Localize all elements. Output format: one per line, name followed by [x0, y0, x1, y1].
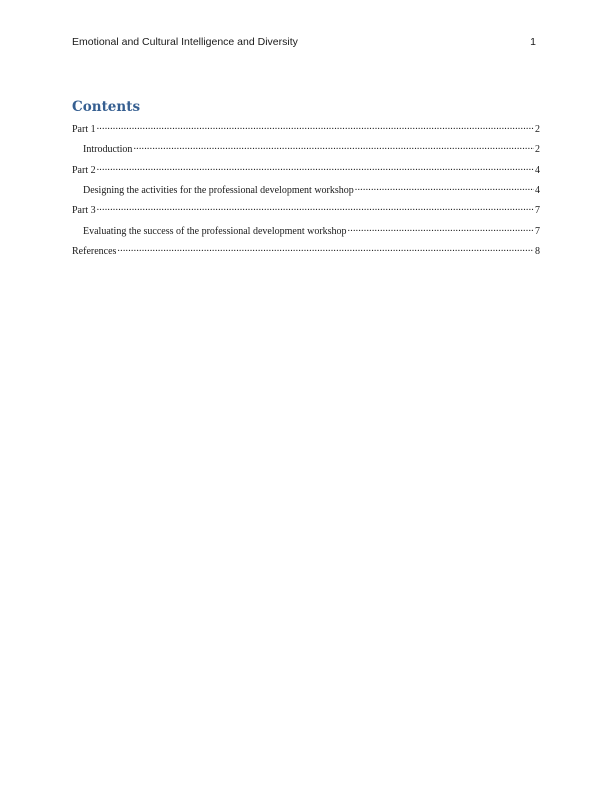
- toc-entry-introduction[interactable]: [72, 140, 540, 153]
- toc-entry-part-2[interactable]: [72, 161, 540, 174]
- toc-entry-label: Designing the activities for the professional development workshop: [83, 185, 354, 196]
- toc-entry-label: References: [72, 246, 117, 257]
- toc-dot-leader: [97, 120, 534, 132]
- toc-entry-designing-activities[interactable]: [72, 181, 540, 194]
- toc-dot-leader: [97, 161, 534, 173]
- toc-entry-page: 7: [535, 226, 540, 237]
- toc-entry-page: 8: [535, 246, 540, 257]
- toc-dot-leader: [348, 222, 534, 234]
- toc-dot-leader: [117, 242, 534, 254]
- toc-dot-leader: [97, 201, 534, 213]
- toc-entry-label: Introduction: [83, 144, 133, 155]
- header-title: Emotional and Cultural Intelligence and Diversity: [72, 36, 298, 48]
- toc-entry-label: Evaluating the success of the professional development workshop: [83, 226, 347, 237]
- toc-entry-evaluating-success[interactable]: [72, 222, 540, 235]
- toc-entry-label: Part 2: [72, 165, 96, 176]
- toc-entry-page: 4: [535, 185, 540, 196]
- toc-entry-references[interactable]: [72, 242, 540, 255]
- toc-entry-page: 2: [535, 144, 540, 155]
- toc-entry-page: 2: [535, 124, 540, 135]
- header-page-number: 1: [530, 36, 536, 48]
- toc-heading: Contents: [72, 99, 141, 115]
- toc-entry-part-3[interactable]: [72, 201, 540, 214]
- toc-entry-page: 4: [535, 165, 540, 176]
- toc-dot-leader: [355, 181, 534, 193]
- toc-entry-page: 7: [535, 205, 540, 216]
- toc-entry-part-1[interactable]: [72, 120, 540, 133]
- toc-entry-label: Part 1: [72, 124, 96, 135]
- page-header: [72, 36, 540, 50]
- toc-dot-leader: [133, 140, 534, 152]
- toc-entry-label: Part 3: [72, 205, 96, 216]
